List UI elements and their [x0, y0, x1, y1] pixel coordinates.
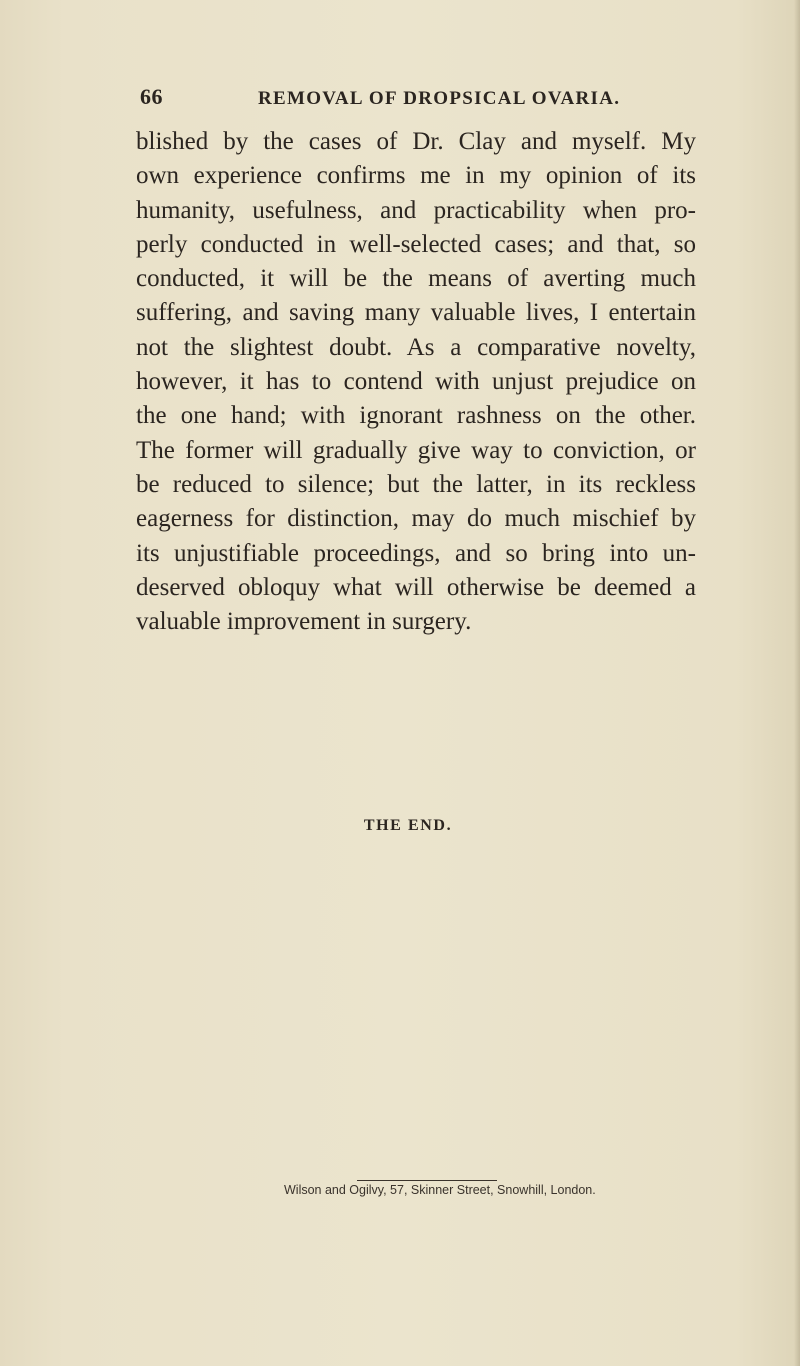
- body-paragraph: [136, 125, 696, 639]
- the-end-heading: THE END.: [363, 817, 453, 834]
- running-title: REMOVAL OF DROPSICAL OVARIA.: [258, 88, 621, 109]
- text-line: suffering, and saving many valuable lives, I entertain: [136, 299, 696, 327]
- text-line: not the slightest doubt. As a comparative novelty,: [136, 333, 696, 361]
- text-line: blished by the cases of Dr. Clay and myself. My: [136, 128, 696, 155]
- text-line: however, it has to contend with unjust prejudice on: [136, 368, 696, 396]
- text-line: humanity, usefulness, and practicability when pro-: [136, 196, 696, 224]
- text-line: conducted, it will be the means of averting much: [136, 265, 696, 293]
- text-line: deserved obloquy what will otherwise be deemed a: [136, 573, 696, 601]
- text-line: eagerness for distinction, may do much mischief by: [136, 505, 696, 533]
- text-line: The former will gradually give way to conviction, or: [136, 436, 696, 464]
- printer-imprint: Wilson and Ogilvy, 57, Skinner Street, Snowhill, London.: [284, 1183, 596, 1197]
- text-line: perly conducted in well-selected cases; and that, so: [136, 230, 696, 258]
- text-line: be reduced to silence; but the latter, in its reckless: [136, 470, 696, 498]
- text-line: own experience confirms me in my opinion of its: [136, 162, 696, 190]
- page-number: 66: [140, 84, 163, 109]
- text-line: valuable improvement in surgery.: [136, 608, 472, 636]
- page-header: [0, 84, 800, 114]
- text-line: its unjustifiable proceedings, and so bring into un-: [136, 539, 696, 567]
- page-edge-shadow: [794, 0, 800, 1366]
- imprint-rule: [357, 1180, 497, 1181]
- text-line: the one hand; with ignorant rashness on the other.: [136, 402, 696, 430]
